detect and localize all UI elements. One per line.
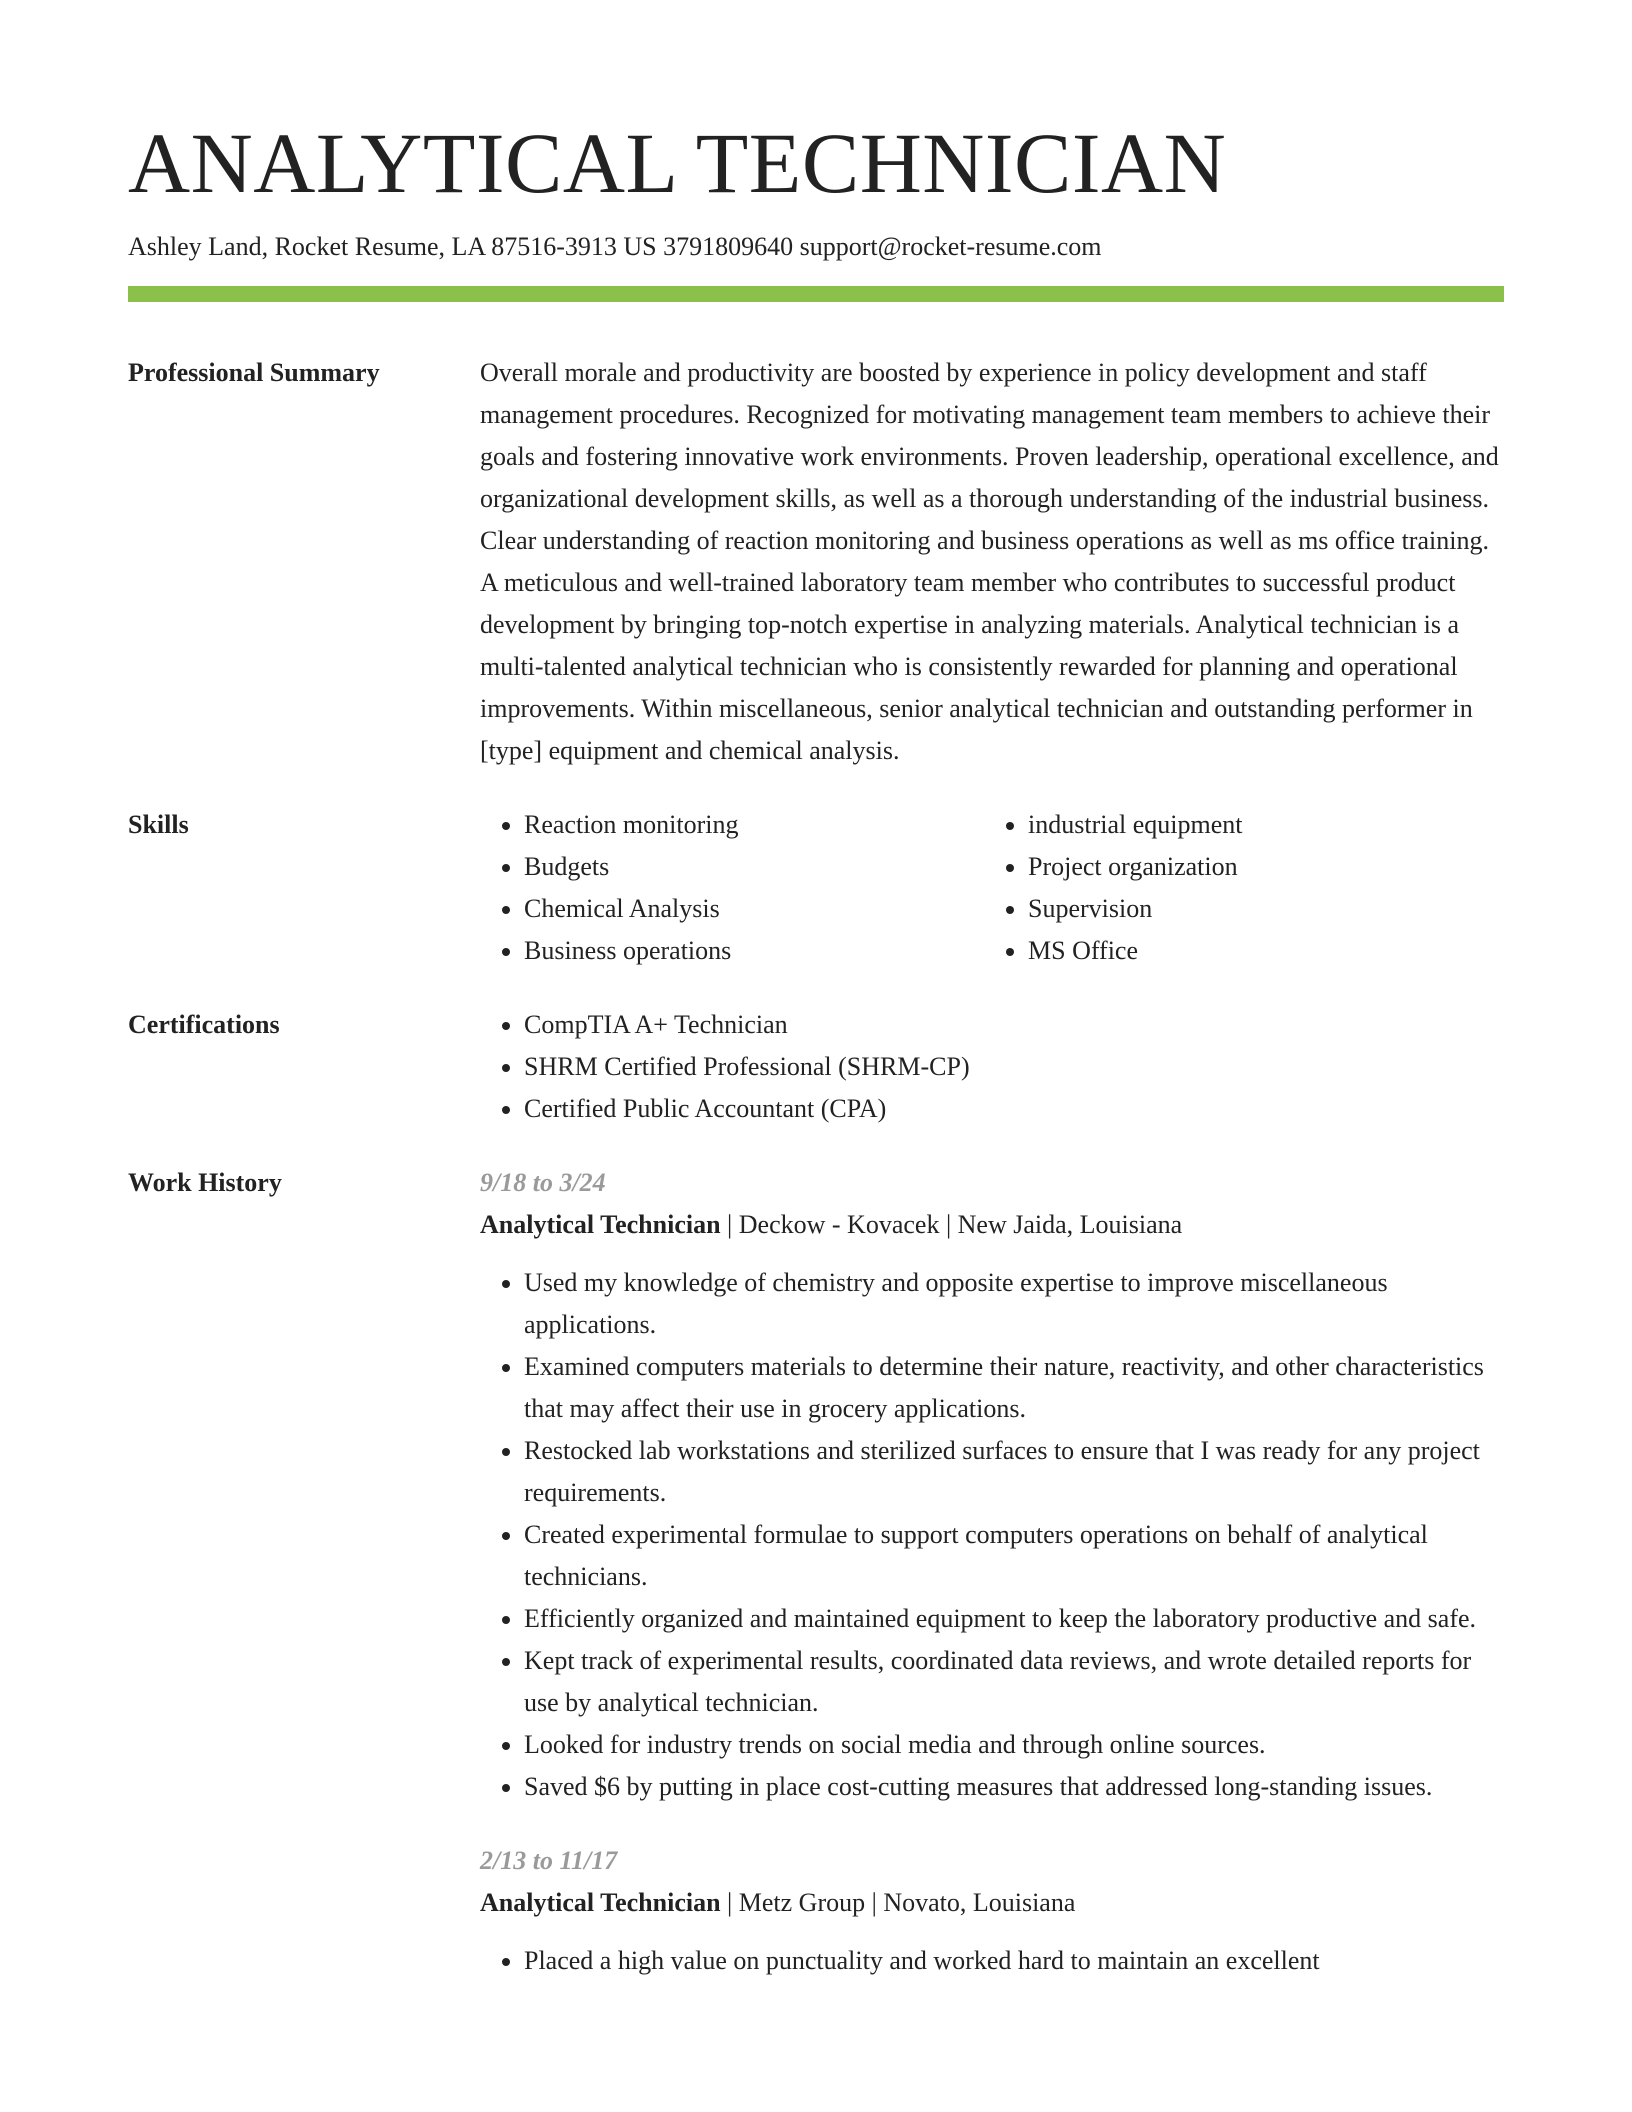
job-bullet: • Restocked lab workstations and sterilized surfaces to ensure that I was ready for any project requirements. [524, 1430, 1504, 1514]
header-divider [128, 286, 1504, 302]
certifications-section [128, 1004, 1504, 1130]
contact-line [128, 230, 1504, 264]
job-bullet: • Kept track of experimental results, coordinated data reviews, and wrote detailed reports for use by analytical technician. [524, 1640, 1504, 1724]
contact-name-address: Ashley Land, Rocket Resume, LA 87516-3913 US [128, 232, 657, 261]
job-bullet: • Looked for industry trends on social media and through online sources. [524, 1724, 1504, 1766]
job-bullet: • Created experimental formulae to support computers operations on behalf of analytical technicians. [524, 1514, 1504, 1598]
job-bullets [480, 1262, 1504, 1808]
job-bullet: • Saved $6 by putting in place cost-cutting measures that addressed long-standing issues. [524, 1766, 1504, 1808]
job-entry [480, 1162, 1504, 1808]
job-title: Analytical Technician [480, 1887, 721, 1917]
section-label-skills: Skills [128, 809, 189, 839]
summary-section [128, 352, 1504, 772]
skill-item: • Business operations [524, 930, 984, 972]
certification-item: • Certified Public Accountant (CPA) [524, 1088, 1504, 1130]
skills-section [128, 804, 1504, 972]
section-label-certifications: Certifications [128, 1009, 280, 1039]
section-label-summary: Professional Summary [128, 357, 380, 387]
work-history-body [480, 1162, 1504, 1982]
job-dates: 9/18 to 3/24 [480, 1167, 606, 1197]
certification-item: • SHRM Certified Professional (SHRM-CP) [524, 1046, 1504, 1088]
job-bullet: • Examined computers materials to determine their nature, reactivity, and other characteristics that may affect their use in grocery applications. [524, 1346, 1504, 1430]
job-title: Analytical Technician [480, 1209, 721, 1239]
job-bullets [480, 1940, 1504, 1982]
certification-item: • CompTIA A+ Technician [524, 1004, 1504, 1046]
skill-item: • Budgets [524, 846, 984, 888]
contact-email: support@rocket-resume.com [799, 232, 1102, 261]
skills-body [480, 804, 1504, 972]
job-bullet: • Used my knowledge of chemistry and opposite expertise to improve miscellaneous applications. [524, 1262, 1504, 1346]
skill-item: • Project organization [1028, 846, 1504, 888]
job-heading [480, 1204, 1504, 1246]
certifications-list [480, 1004, 1504, 1130]
skills-list-right [984, 804, 1504, 972]
contact-phone: 3791809640 [663, 232, 794, 261]
job-dates: 2/13 to 11/17 [480, 1845, 618, 1875]
work-history-section [128, 1162, 1504, 1982]
skills-list-left [480, 804, 984, 972]
resume-page [128, 0, 1504, 1982]
job-heading [480, 1882, 1504, 1924]
job-entry [480, 1840, 1504, 1982]
skill-item: • MS Office [1028, 930, 1504, 972]
skill-item: • industrial equipment [1028, 804, 1504, 846]
summary-text: Overall morale and productivity are boosted by experience in policy development and staff management procedures. Recognized for motivating management team members to achieve their goals and fostering innovative work environments. Proven leadership, operational excellence, and organizational development skills, as well as a thorough understanding of the industrial business. Clear understanding of reaction monitoring and business operations as well as ms office training. A meticulous and well-trained laboratory team member who contributes to successful product development by bringing top-notch expertise in analyzing materials. Analytical technician is a multi-talented analytical technician who is consistently rewarded for planning and operational improvements. Within miscellaneous, senior analytical technician and outstanding performer in [type] equipment and chemical analysis. [480, 357, 1499, 765]
resume-title: ANALYTICAL TECHNICIAN [128, 115, 1227, 211]
skill-item: • Supervision [1028, 888, 1504, 930]
job-bullet: • Placed a high value on punctuality and worked hard to maintain an excellent [524, 1940, 1504, 1982]
job-bullet: • Efficiently organized and maintained equipment to keep the laboratory productive and safe. [524, 1598, 1504, 1640]
skill-item: • Chemical Analysis [524, 888, 984, 930]
summary-body [480, 352, 1504, 772]
section-label-work-history: Work History [128, 1167, 282, 1197]
job-company-location: | Metz Group | Novato, Louisiana [720, 1887, 1076, 1917]
certifications-body [480, 1004, 1504, 1130]
job-company-location: | Deckow - Kovacek | New Jaida, Louisiana [720, 1209, 1183, 1239]
skill-item: • Reaction monitoring [524, 804, 984, 846]
